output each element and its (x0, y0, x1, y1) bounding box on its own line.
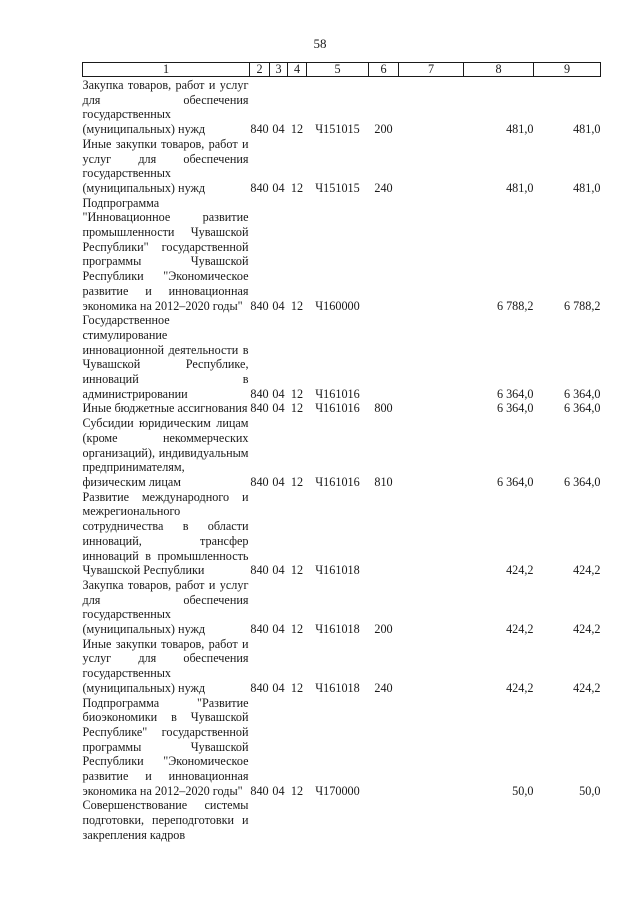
code-expense-type: 810 (374, 474, 393, 489)
amount-column-9: 6 788,2 (563, 298, 601, 313)
code-expense-type (369, 490, 399, 578)
code-ministry: 840 (250, 680, 269, 695)
code-ministry: 840 (250, 474, 269, 489)
code-subsection: 12 (290, 680, 304, 695)
amount-column-9: 6 364,0 (563, 474, 601, 489)
amount-column-9 (534, 798, 601, 842)
table-row (83, 637, 601, 696)
amount-column-9: 424,2 (573, 622, 601, 637)
code-target-article: Ч161016 (315, 401, 360, 416)
amount-column-9: 50,0 (579, 783, 601, 798)
code-section: 04 (272, 474, 285, 489)
code-section: 04 (272, 180, 285, 195)
amount-column-9: 481,0 (573, 180, 601, 195)
table-row (83, 313, 601, 401)
amount-column-8: 424,2 (506, 563, 534, 578)
code-ministry: 840 (250, 298, 269, 313)
code-ministry (250, 798, 270, 842)
column-header: 8 (464, 63, 534, 77)
page-number: 58 (313, 36, 327, 51)
column-header: 6 (369, 63, 399, 77)
code-subsection: 12 (290, 122, 304, 137)
code-target-article: Ч170000 (315, 783, 360, 798)
column-header: 2 (250, 63, 270, 77)
code-section: 04 (272, 622, 285, 637)
amount-column-8 (464, 798, 534, 842)
amount-column-9: 424,2 (573, 680, 601, 695)
code-target-article: Ч151015 (315, 122, 360, 137)
code-subsection: 12 (290, 474, 304, 489)
code-ministry: 840 (250, 563, 269, 578)
code-ministry: 840 (250, 622, 269, 637)
code-expense-type: 800 (374, 401, 393, 416)
column-7-value (399, 313, 464, 401)
column-header: 3 (270, 63, 288, 77)
row-name: Иные бюджетные ассигнования (82, 401, 248, 416)
code-target-article: Ч151015 (315, 180, 360, 195)
row-name: Совершенствование системы подготовки, переподготовки и закрепления кадров (82, 798, 249, 842)
amount-column-8: 6 364,0 (496, 386, 534, 401)
table-row (83, 196, 601, 314)
row-name: Иные закупки товаров, работ и услуг для обеспечения государственных (муниципальных) нужд (82, 636, 249, 695)
code-section: 04 (272, 122, 285, 137)
amount-column-8: 424,2 (506, 680, 534, 695)
code-section: 04 (272, 386, 285, 401)
column-header: 1 (83, 63, 250, 77)
code-subsection: 12 (290, 401, 304, 416)
code-target-article: Ч160000 (315, 298, 360, 313)
amount-column-8: 6 788,2 (496, 298, 534, 313)
column-7-value (399, 798, 464, 842)
table-row (83, 798, 601, 842)
column-7-value (399, 137, 464, 196)
table-row (83, 137, 601, 196)
table-body (83, 77, 601, 843)
code-expense-type (369, 313, 399, 401)
code-subsection: 12 (290, 180, 304, 195)
code-target-article: Ч161018 (315, 680, 360, 695)
code-section (270, 798, 288, 842)
column-header: 4 (288, 63, 307, 77)
column-7-value (399, 416, 464, 490)
column-7-value (399, 490, 464, 578)
code-ministry: 840 (250, 122, 269, 137)
code-target-article (307, 798, 369, 842)
code-expense-type: 200 (374, 122, 393, 137)
code-subsection: 12 (290, 622, 304, 637)
row-name: Иные закупки товаров, работ и услуг для обеспечения государственных (муниципальных) нужд (82, 136, 249, 195)
amount-column-9: 481,0 (573, 122, 601, 137)
amount-column-8: 481,0 (506, 180, 534, 195)
row-name: Развитие международного и межрегионального сотрудничества в области инноваций, трансфер инноваций в промышленность Чувашской Республики (82, 489, 249, 578)
column-header: 9 (534, 63, 601, 77)
code-target-article: Ч161018 (315, 563, 360, 578)
row-name: Подпрограмма "Развитие биоэкономики в Чувашской Республике" государственной программы Чувашской Республики "Экономическое развитие и инновационная экономика на 2012–2020 годы" (82, 695, 249, 798)
code-expense-type: 200 (374, 622, 393, 637)
code-target-article: Ч161018 (315, 622, 360, 637)
row-name: Закупка товаров, работ и услуг для обеспечения государственных (муниципальных) нужд (82, 78, 249, 137)
code-expense-type: 240 (374, 180, 393, 195)
column-7-value (399, 77, 464, 137)
column-7-value (399, 401, 464, 416)
code-section: 04 (272, 563, 285, 578)
code-subsection: 12 (290, 783, 304, 798)
code-expense-type (369, 196, 399, 314)
code-expense-type (369, 696, 399, 799)
code-subsection (288, 798, 307, 842)
code-section: 04 (272, 783, 285, 798)
amount-column-8: 6 364,0 (496, 401, 534, 416)
code-ministry: 840 (250, 386, 269, 401)
code-section: 04 (272, 298, 285, 313)
code-ministry: 840 (250, 783, 269, 798)
code-subsection: 12 (290, 386, 304, 401)
budget-table (82, 62, 601, 843)
row-name: Государственное стимулирование инновационной деятельности в Чувашской Республике, инноваций в администрировании (82, 313, 249, 401)
column-header: 5 (307, 63, 369, 77)
amount-column-9: 6 364,0 (563, 401, 601, 416)
amount-column-9: 424,2 (573, 563, 601, 578)
column-7-value (399, 196, 464, 314)
table-row (83, 401, 601, 416)
row-name: Закупка товаров, работ и услуг для обеспечения государственных (муниципальных) нужд (82, 577, 249, 637)
amount-column-9: 6 364,0 (563, 386, 601, 401)
table-row (83, 578, 601, 637)
code-ministry: 840 (250, 401, 269, 416)
row-name: Подпрограмма "Инновационное развитие промышленности Чувашской Республики" государственной программы Чувашской Республики "Экономическое развитие и инновационная экономика на 2012–2020 годы" (82, 195, 249, 313)
column-header: 7 (399, 63, 464, 77)
table-row (83, 696, 601, 799)
code-ministry: 840 (250, 180, 269, 195)
code-section: 04 (272, 680, 285, 695)
row-name: Субсидии юридическим лицам (кроме некоммерческих организаций), индивидуальным предпринимателям, физическим лицам (82, 416, 249, 489)
column-7-value (399, 637, 464, 696)
amount-column-8: 50,0 (512, 783, 534, 798)
code-target-article: Ч161016 (315, 474, 360, 489)
table-row (83, 490, 601, 578)
table-row (83, 416, 601, 490)
code-subsection: 12 (290, 563, 304, 578)
amount-column-8: 424,2 (506, 622, 534, 637)
code-expense-type (369, 798, 399, 842)
table-row (83, 77, 601, 137)
code-subsection: 12 (290, 298, 304, 313)
code-section: 04 (272, 401, 285, 416)
column-7-value (399, 696, 464, 799)
column-number-header (83, 63, 601, 77)
code-target-article: Ч161016 (315, 386, 360, 401)
amount-column-8: 6 364,0 (496, 474, 534, 489)
column-7-value (399, 578, 464, 637)
code-expense-type: 240 (374, 680, 393, 695)
amount-column-8: 481,0 (506, 122, 534, 137)
